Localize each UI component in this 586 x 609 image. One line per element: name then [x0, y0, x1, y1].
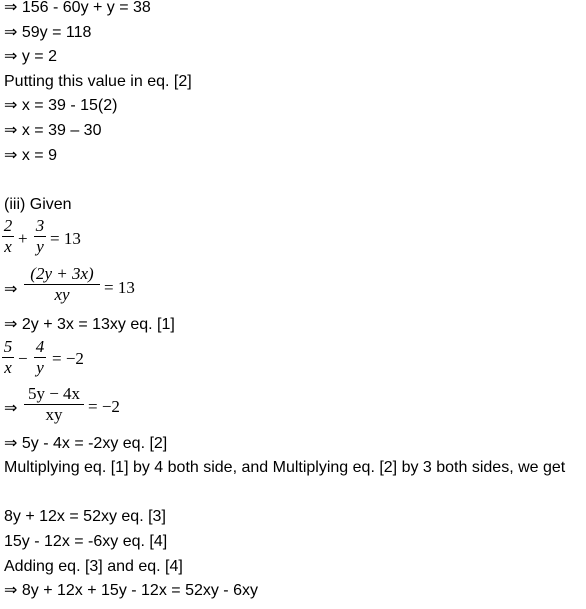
- denominator: y: [36, 358, 44, 377]
- step-line: ⇒ 8y + 12x + 15y - 12x = 52xy - 6xy: [4, 582, 258, 599]
- step-line: ⇒ 2y + 3x = 13xy eq. [1]: [4, 316, 175, 333]
- denominator: x: [4, 358, 12, 377]
- denominator: xy: [45, 405, 63, 424]
- numerator: 2: [3, 216, 13, 235]
- fraction: [24, 265, 100, 304]
- equation-rhs: = 13: [50, 229, 81, 248]
- plus-sign: +: [18, 229, 28, 248]
- step-line: ⇒ x = 39 - 15(2): [4, 97, 118, 114]
- numerator: 4: [35, 337, 45, 356]
- fraction: [24, 385, 84, 424]
- step-line: ⇒ x = 9: [4, 147, 57, 164]
- step-line: 15y - 12x = -6xy eq. [4]: [4, 533, 168, 550]
- step-text: Multiplying eq. [1] by 4 both side, and Multiplying eq. [2] by 3 both sides, we get: [4, 459, 566, 476]
- step-line: ⇒ 5y - 4x = -2xy eq. [2]: [4, 435, 168, 452]
- section-heading: (iii) Given: [4, 196, 72, 213]
- step-line: ⇒ 59y = 118: [4, 24, 92, 41]
- denominator: xy: [54, 285, 70, 304]
- fraction: [34, 338, 46, 377]
- minus-sign: −: [18, 349, 28, 368]
- step-line: ⇒ 156 - 60y + y = 38: [4, 0, 151, 16]
- fraction: [2, 217, 14, 256]
- step-line: ⇒ x = 39 – 30: [4, 122, 102, 139]
- step-line: ⇒ y = 2: [4, 48, 57, 65]
- equation-rhs: = −2: [52, 349, 84, 368]
- numerator: 5y − 4x: [27, 384, 81, 403]
- numerator: 5: [3, 337, 13, 356]
- numerator: (2y + 3x): [30, 264, 94, 283]
- denominator: x: [4, 237, 12, 256]
- step-text: Putting this value in eq. [2]: [4, 73, 192, 90]
- step-line: 8y + 12x = 52xy eq. [3]: [4, 508, 166, 525]
- step-text: Adding eq. [3] and eq. [4]: [4, 558, 183, 575]
- denominator: y: [36, 237, 44, 256]
- fraction: [2, 338, 14, 377]
- equation-rhs: = −2: [88, 397, 120, 416]
- implies-arrow: ⇒: [4, 400, 18, 417]
- implies-arrow: ⇒: [4, 281, 18, 298]
- numerator: 3: [35, 216, 45, 235]
- fraction: [34, 217, 46, 256]
- equation-rhs: = 13: [104, 278, 135, 297]
